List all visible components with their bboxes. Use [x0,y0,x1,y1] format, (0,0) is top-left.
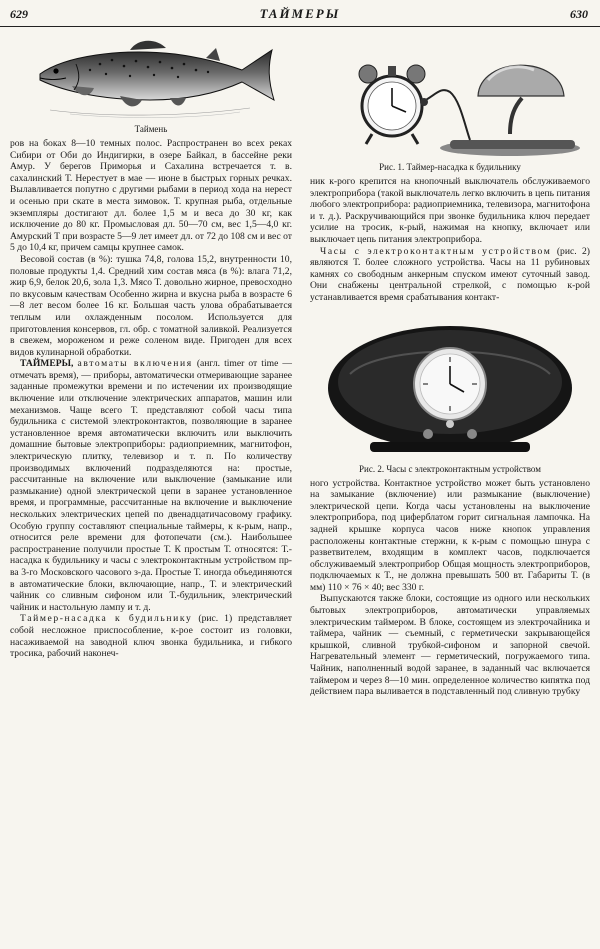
figure-1 [310,36,590,160]
timers-definition: (англ. timer от time — отмечать время), — приборы, автоматически отмеривающие заранее заданные промежутки времени и по истечении их производящие включение или отключение электрических аппаратов, машин или механизмов. Чаще всего Т. представляют собой часы типа будильника с системой электроконтактов, позволяющие в заранее установленное время автоматически включить или выключить домашние бытовые электроприборы: радиоприемник, магнитофон, электрическую плитку, телевизор и т. п. По количеству производимых включений подразделяются на: простые, рассчитанные на включение или выключение (замыкание или размыкание) одной электрической цепи в заранее установленное время, и программные, рассчитанные на включение и выключение нескольких электрических цепей по двенадцатичасовому графику. Особую группу составляют специальные таймеры, к к-рым, напр., относится реле времени для фотопечати (см.). Наибольшее распространение получили простые Т. К простым Т. относятся: Т.-насадка к будильнику и часы с электроконтактным устройством пр-ва 3-го Московского часового з-да. Простые Т. иногда объединяются в автоматические блоки, включающие, напр., Т. и электрический чайник со сливным сифоном или Т.-будильник, электрический чайник и настольную лампу и т. д. [10,358,292,613]
clock-device-paragraph [310,246,590,304]
figure-2-caption: Рис. 2. Часы с электроконтактным устройством [359,463,541,474]
electrocontact-clock-illustration [310,312,590,462]
timers-entry-paragraph [10,358,292,613]
timers-headword: ТАЙМЕРЫ, [20,358,74,370]
attachment-continued-paragraph: ник к-рого крепится на кнопочный выключатель обслуживаемого электроприбора (такой выключатель легко включить в цепь питания любого электроприбора: радиоприемника, телевизора, магнитофона и т. д.). Раскручивающийся при звонке будильника ключ передает усилие на тросик, к-рый, нажимая на кнопку, включает или выключает цепь питания электроприбора. [310,176,590,245]
page-number-left: 629 [10,7,28,21]
running-title: ТАЙМЕРЫ [259,6,341,21]
fish-caption: Таймень [134,124,168,134]
timer-attachment-term: Таймер-насадка к будильнику [20,613,193,625]
left-column [10,34,292,660]
taimen-paragraph-2: Весовой состав (в %): тушка 74,8, голова 15,2, внутренности 10, половые продукты 1,4. Средний хим состав мяса (в %): влага 71,2, жир 6,9, белок 20,6, зола 1,3. Мясо Т. довольно жирное, превосходно по вкусовым качествам Особенно жирна и вкусна рыба в возрасте 6—8 лет весом более 16 кг. Большая часть улова обрабатывается теплым или охлажденным посолом. Используется для приготовления консервов, гл. обр. с томатной заливкой. Реализуется в свежем, мороженом и реже соленом виде. Пригоден для всех видов кулинарной обработки. [10,253,292,358]
timer-attachment-text: (рис. 1) представляет собой несложное приспособление, к-рое состоит из головки, насаживаемой на заводной ключ звонка будильника, и гибкого тросика, рабочий наконеч- [10,613,292,660]
clock-device-term: Часы с электроконтактным устройством [320,245,552,257]
taimen-fish-illustration [10,34,292,122]
clock-device-text: (рис. 2) являются Т. более сложного устройства. Часы на 11 рубиновых камнях со свободным анкерным спуском имеют суточный завод. Они снабжены центральной стрелкой, с помощью к-рой устанавливается время срабатывания контакт- [310,245,590,303]
figure-2 [310,312,590,462]
timers-subtitle: автоматы включения [77,358,193,370]
timer-attachment-paragraph [10,613,292,659]
figure-1-caption: Рис. 1. Таймер-насадка к будильнику [379,162,521,172]
taimen-paragraph-1: ров на боках 8—10 темных полос. Распространен во всех реках Сибири от Оби до Индигирки, в озере Байкал, в бассейне реки Амур. У берегов Приморья и Сахалина встречается т. в. сахалинский Т. Нерестует в мае — июне в быстрых горных речках. Вылавливается попутно с другими рыбами в период хода на нерест и осенью при скате в места зимовок. Т. крупная рыба, отдельные экземпляры достигают дл. более 1,5 м и веса до 30 кг, как исключение до 80 кг. Промысловая дл. 50—70 см, вес 1,5—4,0 кг. Амурский Т при возрасте 5—9 лет имеет дл. от 72 до 108 см и вес от 5 до 10,4 кг, причем самцы крупнее самок. [10,138,292,254]
alarm-clock-timer-illustration [310,36,590,160]
page-number-right: 630 [570,7,588,21]
fish-figure [10,34,292,122]
right-column [310,34,590,698]
contact-device-paragraph: ного устройства. Контактное устройство может быть установлено на замыкание (включение) или размыкание (выключение) электрической цепи. Когда часы установлены на выключение электроприбора, под циферблатом горит сигнальная лампочка. На задней крышке корпуса часов ниже кнопок управления расположены контактные стержни, к к-рым с помощью шнура с разветвителем, входящим в комплект часов, подключается обслуживаемый электроприбор Общая мощность электроприборов, подключаемых к Т., не должна превышать 500 вт. Габариты Т. (в мм) 110 × 76 × 40; вес 330 г. [310,477,590,593]
blocks-paragraph: Выпускаются также блоки, состоящие из одного или нескольких бытовых электроприборов, автоматически управляемых электрическим таймером. В блоке, состоящем из электрочайника и таймера, чайник — съемный, с герметически закрывающейся крышкой, сливной трубкой-сифоном и запорной свечой. Нагревательный элемент — герметический, погружаемого типа. Чайник, наполненный водой заранее, в заданный час включается таймером и через 8—10 мин. определенное количество кипятка под действием пара выливается в подставленный под сливную трубку [310,593,590,698]
running-header [0,0,600,27]
